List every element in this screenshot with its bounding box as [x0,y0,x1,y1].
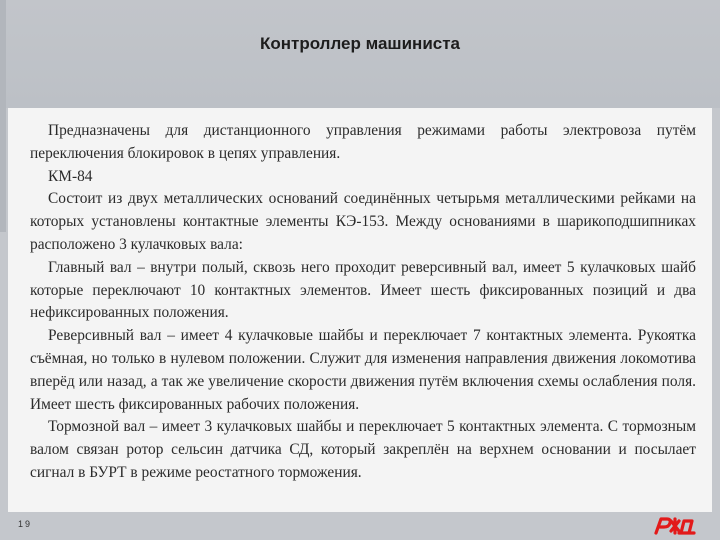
slide-title: Контроллер машиниста [259,34,460,53]
rzd-logo-icon [652,514,696,536]
rzd-logo-strokes [656,519,694,533]
page-number: 19 [18,519,33,529]
header-band [0,0,720,108]
paragraph-construction: Состоит из двух металлических оснований соединённых четырьмя металлическими рейками на которых установлены контактные элементы КЭ-153. Между основаниями в шарикоподшипниках расположено 3 кулачковых вала: [30,190,696,253]
paragraph-model: КМ-84 [48,167,93,185]
paragraph-brake-shaft: Тормозной вал – имеет 3 кулачковых шайбы и переключает 5 контактных элемента. С тормозным валом связан ротор сельсин датчика СД, который закреплён на верхнем основании и посылает сигнал в БУРТ в режиме реостатного торможения. [30,418,696,481]
footer-band [0,512,720,540]
paragraph-purpose: Предназначены для дистанционного управления режимами работы электровоза путём переключения блокировок в цепях управления. [30,122,696,162]
paragraph-reverse-shaft: Реверсивный вал – имеет 4 кулачковые шайбы и переключает 7 контактных элемента. Рукоятка съёмная, но только в нулевом положении. Служит для изменения направления движения локомотива вперёд или назад, а так же увеличение скорости движения путём включения схемы ослабления поля. Имеет шесть фиксированных рабочих положения. [30,327,696,413]
slide-body [30,120,696,485]
paragraph-main-shaft: Главный вал – внутри полый, сквозь него проходит реверсивный вал, имеет 5 кулачковых шайб которые переключают 10 контактных элементов. Имеет шесть фиксированных позиций и два нефиксированных положения. [30,258,696,322]
